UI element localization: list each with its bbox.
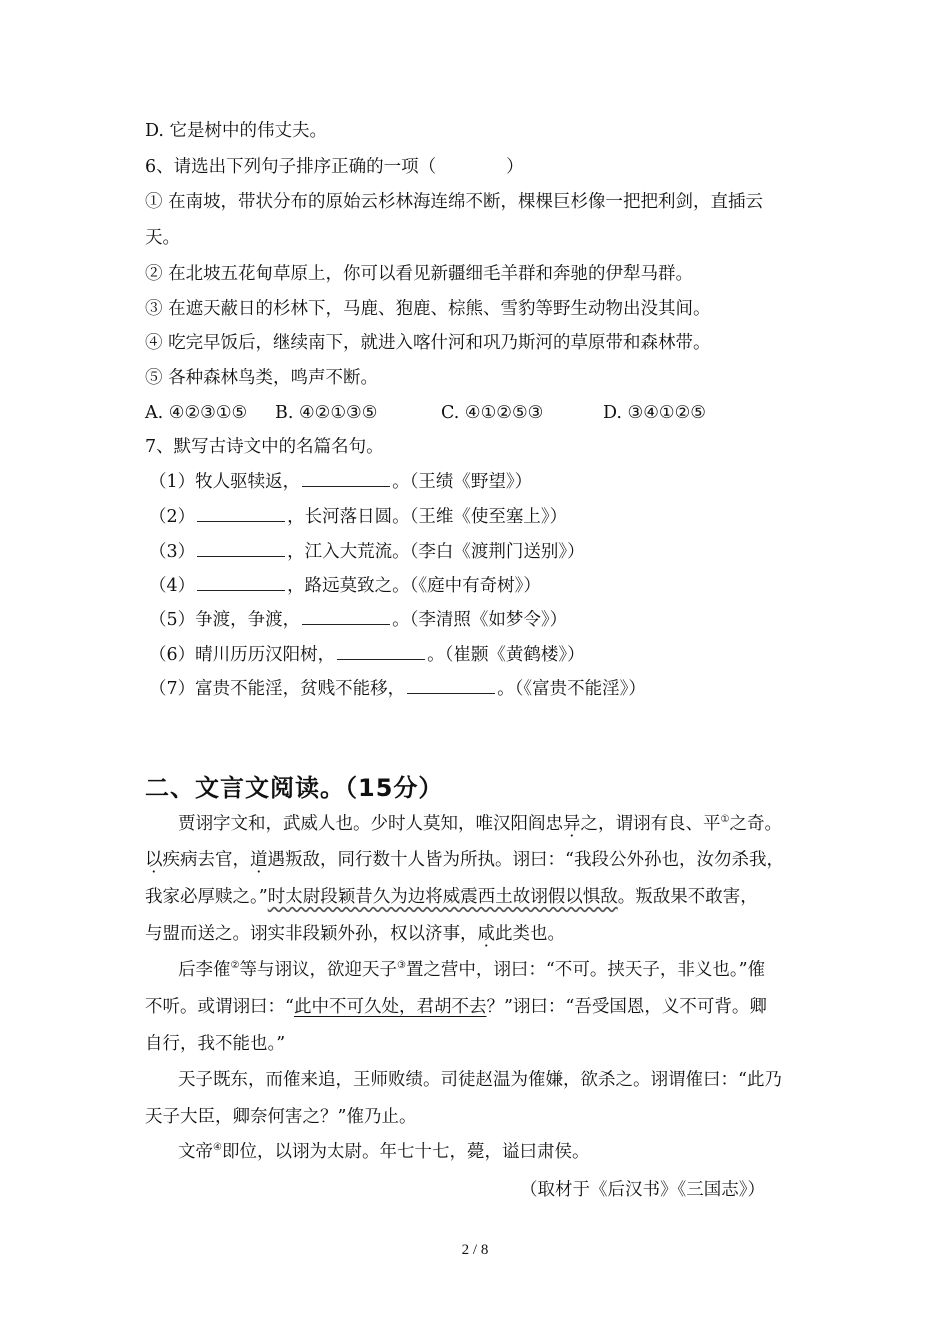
q6-sentence-5: ⑤ 各种森林鸟类，鸣声不断。	[145, 368, 379, 388]
passage-p1-line1: 贾诩字文和，武威人也。少时人莫知，唯汉阳阎忠异之，谓诩有良、平①之奇。	[178, 814, 782, 834]
q6-option-a: A. ④②③①⑤	[145, 403, 248, 423]
passage-p2-line1: 后李傕②等与诩议，欲迎天子③置之营中，诩曰：“不可。挟天子，非义也。”傕	[178, 960, 766, 980]
wavy-underlined-sentence: 时太尉段颖昔久为边将威震西土故诩假以惧敌	[267, 887, 618, 907]
passage-p1-line2: 以疾病去官，道遇叛敌，同行数十人皆为所执。诩曰：“我段公外孙也，汝勿杀我，	[145, 850, 784, 870]
q6-options	[145, 401, 706, 425]
passage-p3-line2: 天子大臣，卿奈何害之？”傕乃止。	[145, 1107, 417, 1127]
q6-sentence-1-cont: 天。	[145, 228, 180, 248]
passage-p4: 文帝④即位，以诩为太尉。年七十七，薨，谥曰肃侯。	[178, 1142, 590, 1162]
answer-blank[interactable]	[197, 504, 285, 522]
passage-p2-line2: 不听。或谓诩曰：“此中不可久处，君胡不去？”诩曰：“吾受国恩，义不可背。卿	[145, 997, 767, 1017]
q6-option-d: D. ③④①②⑤	[603, 403, 706, 423]
q6-sentence-4: ④ 吃完早饭后，继续南下，就进入喀什河和巩乃斯河的草原带和森林带。	[145, 333, 711, 353]
q6-sentence-1: ① 在南坡，带状分布的原始云杉林海连绵不断，棵棵巨杉像一把把利剑，直插云	[145, 192, 764, 212]
passage-p1-line3: 我家必厚赎之。”时太尉段颖昔久为边将威震西土故诩假以惧敌。叛敌果不敢害，	[145, 887, 758, 907]
passage-p1-line4: 与盟而送之。诩实非段颖外孙，权以济事，咸此类也。	[145, 924, 565, 944]
q5-option-d: D. 它是树中的伟丈夫。	[145, 121, 328, 141]
q7-item-4: （4） ，路远莫致之。（《庭中有奇树》）	[149, 573, 541, 598]
answer-blank[interactable]	[407, 676, 495, 694]
q7-item-3: （3） ，江入大荒流。（李白《渡荆门送别》）	[149, 539, 585, 564]
q7-item-5: （5）争渡，争渡， 。（李清照《如梦令》）	[149, 607, 567, 632]
passage-p2-line3: 自行，我不能也。”	[145, 1034, 286, 1054]
answer-blank[interactable]	[197, 573, 285, 591]
section-2-title: 二、文言文阅读。（15分）	[145, 774, 444, 802]
underlined-sentence: 此中不可久处，君胡不去	[293, 997, 487, 1017]
answer-blank[interactable]	[197, 539, 285, 557]
q7-item-7: （7）富贵不能淫，贫贱不能移， 。（《富贵不能淫》）	[149, 676, 646, 701]
q6-sentence-2: ② 在北坡五花甸草原上，你可以看见新疆细毛羊群和奔驰的伊犁马群。	[145, 264, 694, 284]
answer-blank[interactable]	[302, 607, 390, 625]
answer-blank[interactable]	[337, 642, 425, 660]
q6-sentence-3: ③ 在遮天蔽日的杉林下，马鹿、狍鹿、棕熊、雪豹等野生动物出没其间。	[145, 299, 711, 319]
page-number: 2 / 8	[461, 1242, 489, 1258]
q6-prompt: 6、请选出下列句子排序正确的一项（ ）	[145, 157, 524, 177]
answer-blank[interactable]	[302, 469, 390, 487]
passage-p3-line1: 天子既东，而傕来追，王师败绩。司徒赵温为傕嫌，欲杀之。诩谓傕曰：“此乃	[178, 1070, 782, 1090]
q7-item-2: （2） ，长河落日圆。（王维《使至塞上》）	[149, 504, 567, 529]
q7-prompt: 7、默写古诗文中的名篇名句。	[145, 437, 384, 457]
passage-source: （取材于《后汉书》《三国志》）	[520, 1180, 765, 1200]
q7-item-1: （1）牧人驱犊返， 。（王绩《野望》）	[149, 469, 532, 494]
q7-item-6: （6）晴川历历汉阳树， 。（崔颢《黄鹤楼》）	[149, 642, 585, 667]
q6-option-c: C. ④①②⑤③	[441, 403, 544, 423]
q6-option-b: B. ④②①③⑤	[275, 403, 378, 423]
